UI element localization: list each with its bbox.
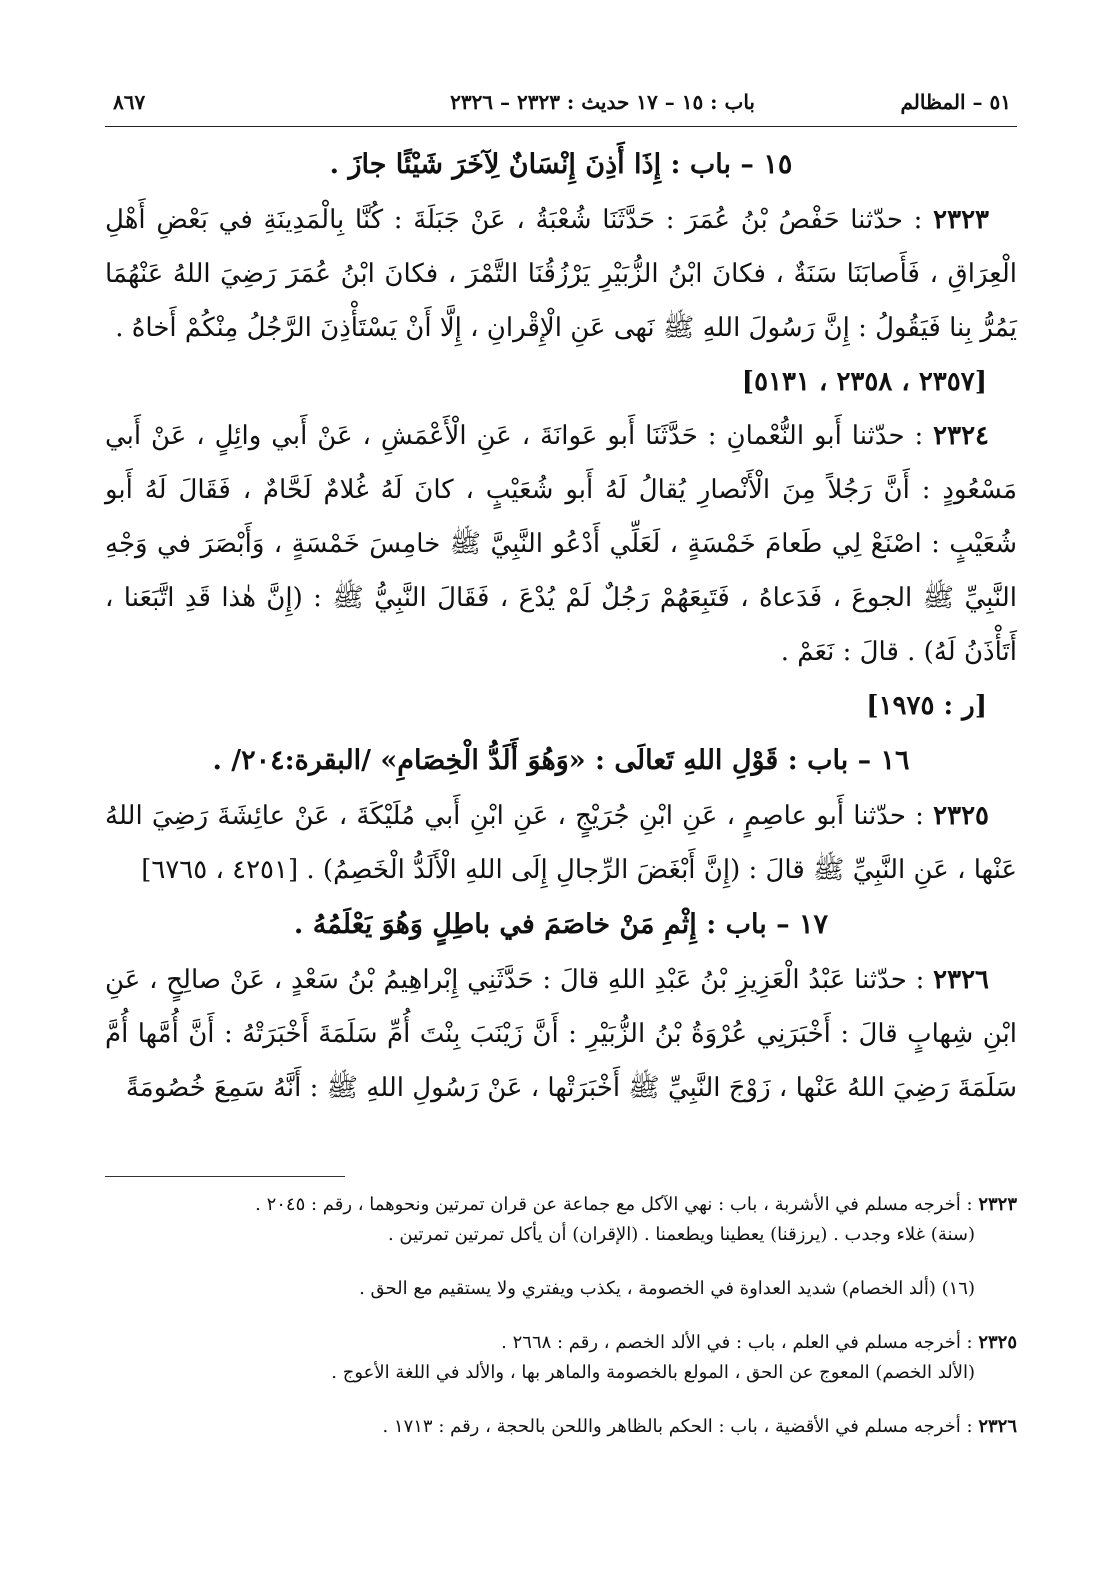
footnote-number: ٢٣٢٥ bbox=[978, 1332, 1017, 1353]
footnote-text: : أخرجه مسلم في الأشربة ، باب : نهي الآكل مع جماعة عن قران تمرتين ونحوهما ، رقم : ٢٠٤٥ . bbox=[255, 1194, 979, 1215]
page-number: ٨٦٧ bbox=[113, 90, 146, 114]
hadith-text bbox=[105, 953, 1017, 1115]
hadith-body: : حدّثنا عَبْدُ الْعَزِيزِ بْنُ عَبْدِ اللهِ قالَ : حَدَّثَنِي إِبْراهِيمُ بْنُ سَعْدٍ ، عَنْ صالِحٍ ، عَنِ ابْنِ شِهابٍ قالَ : أَخْبَرَنِي عُرْوَةُ بْنُ الزُّبَيْرِ : أَنَّ زَيْنَبَ بِنْتَ أُمِّ سَلَمَةَ أَخْبَرَتْهُ : أَنَّ أُمَّها أُمَّ سَلَمَةَ رَضِيَ اللهُ عَنْها ، زَوْجَ النَّبِيِّ ﷺ أَخْبَرَتْها ، عَنْ رَسُولِ اللهِ ﷺ : أَنَّهُ سَمِعَ خُصُومَةً bbox=[105, 965, 1017, 1103]
footnote-2323 bbox=[105, 1190, 1017, 1250]
footnote-line: (١٦) (ألد الخصام) شديد العداوة في الخصومة ، يكذب ويفتري ولا يستقيم مع الحق . bbox=[359, 1278, 975, 1299]
hadith-2325 bbox=[105, 789, 1017, 897]
footnote-2326 bbox=[105, 1412, 1017, 1442]
footnote-line: (سنة) غلاء وجدب . (يرزقنا) يعطينا ويطعمنا . (الإقران) أن يأكل تمرتين تمرتين . bbox=[387, 1224, 975, 1245]
chapter-heading-15: ١٥ – باب : إِذَا أَذِنَ إِنْسَانٌ لِآخَرَ شَيْئًا جازَ . bbox=[329, 149, 793, 180]
footnotes bbox=[105, 1190, 1017, 1466]
footnote-line bbox=[105, 1412, 1017, 1442]
footnote-2325 bbox=[105, 1328, 1017, 1388]
footnote-text: : أخرجه مسلم في العلم ، باب : في الألد الخصم ، رقم : ٢٦٦٨ . bbox=[501, 1332, 979, 1353]
chapter-heading-17: ١٧ – باب : إِثْمِ مَنْ خاصَمَ في باطِلٍ وَهُوَ يَعْلَمُهُ . bbox=[293, 909, 829, 940]
footnote-line bbox=[105, 1328, 1017, 1358]
footnote-line: (الألد الخصم) المعوج عن الحق ، المولع بالخصومة والماهر بها ، والألد في اللغة الأعوج . bbox=[331, 1362, 975, 1383]
cross-reference: [ر : ١٩٧٥] bbox=[866, 691, 987, 721]
running-header bbox=[105, 78, 1017, 127]
hadith-number: ٢٣٢٣ bbox=[933, 205, 989, 235]
hadith-number: ٢٣٢٥ bbox=[933, 801, 989, 831]
footnote-text: : أخرجه مسلم في الأقضية ، باب : الحكم بالظاهر واللحن بالحجة ، رقم : ١٧١٣ . bbox=[382, 1416, 979, 1437]
book-page bbox=[105, 78, 1017, 1568]
hadith-body: : حدّثنا أَبو النُّعْمانِ : حَدَّثَنَا أَبو عَوانَةَ ، عَنِ الْأَعْمَشِ ، عَنْ أَبي وائِلٍ ، عَنْ أَبي مَسْعُودٍ : أَنَّ رَجُلاً مِنَ الْأَنْصارِ يُقالُ لَهُ أَبو شُعَيْبٍ ، كانَ لَهُ غُلامٌ لَحَّامٌ ، فَقَالَ لَهُ أَبو شُعَيْبٍ : اصْنَعْ لِي طَعامَ خَمْسَةٍ ، لَعَلِّي أَدْعُو النَّبِيَّ ﷺ خامِسَ خَمْسَةٍ ، وَأَبْصَرَ في وَجْهِ النَّبِيِّ ﷺ الجوعَ ، فَدَعاهُ ، فَتَبِعَهُمْ رَجُلٌ لَمْ يُدْعَ ، فَقَالَ النَّبِيُّ ﷺ : (إِنَّ هٰذا قَدِ اتَّبَعَنا ، أَتَأْذَنُ لَهُ) . قالَ : نَعَمْ . bbox=[105, 421, 1017, 667]
hadith-2323 bbox=[105, 193, 1017, 409]
hadith-body: : حدّثنا أَبو عاصِمٍ ، عَنِ ابْنِ جُرَيْجٍ ، عَنِ ابْنِ أَبي مُلَيْكَةَ ، عَنْ عائِشَةَ رَضِيَ اللهُ عَنْها ، عَنِ النَّبِيِّ ﷺ قالَ : (إِنَّ أَبْغَضَ الرِّجالِ إِلَى اللهِ الْأَلَدُّ الْخَصِمُ) . [٤٢٥١ ، ٦٧٦٥] bbox=[105, 801, 1017, 885]
hadith-2324 bbox=[105, 409, 1017, 733]
hadith-number: ٢٣٢٦ bbox=[933, 965, 989, 995]
hadith-text bbox=[105, 193, 1017, 355]
hadith-text bbox=[105, 409, 1017, 679]
footnote-number: ٢٣٢٣ bbox=[978, 1194, 1017, 1215]
footnote-line bbox=[105, 1190, 1017, 1220]
header-book-title: ٥١ – المظالم bbox=[900, 90, 1011, 114]
main-text bbox=[105, 137, 1017, 1115]
cross-reference: [٢٣٥٧ ، ٢٣٥٨ ، ٥١٣١] bbox=[741, 367, 987, 397]
hadith-text bbox=[105, 789, 1017, 897]
footnote-16 bbox=[105, 1274, 1017, 1304]
hadith-2326 bbox=[105, 953, 1017, 1115]
hadith-body: : حدّثنا حَفْصُ بْنُ عُمَرَ : حَدَّثَنَا شُعْبَةُ ، عَنْ جَبَلَةَ : كُنَّا بِالْمَدِينَةِ في بَعْضِ أَهْلِ الْعِرَاقِ ، فَأَصابَنَا سَنَةٌ ، فكانَ ابْنُ الزُّبَيْرِ يَرْزُقُنَا التَّمْرَ ، فكانَ ابْنُ عُمَرَ رَضِيَ اللهُ عَنْهُمَا يَمُرُّ بِنا فَيَقُولُ : إِنَّ رَسُولَ اللهِ ﷺ نَهى عَنِ الْإِقْرانِ ، إِلَّا أَنْ يَسْتَأْذِنَ الرَّجُلُ مِنْكُمْ أَخاهُ . bbox=[105, 205, 1017, 343]
footnote-divider bbox=[105, 1176, 345, 1177]
hadith-number: ٢٣٢٤ bbox=[933, 421, 989, 451]
footnote-number: ٢٣٢٦ bbox=[978, 1416, 1017, 1437]
chapter-heading-16: ١٦ – باب : قَوْلِ اللهِ تَعالَى : «وَهُوَ أَلَدُّ الْخِصَامِ» /البقرة:٢٠٤/ . bbox=[212, 745, 910, 776]
header-chapter-range: باب : ١٥ – ١٧ حديث : ٢٣٢٣ – ٢٣٢٦ bbox=[450, 90, 755, 114]
